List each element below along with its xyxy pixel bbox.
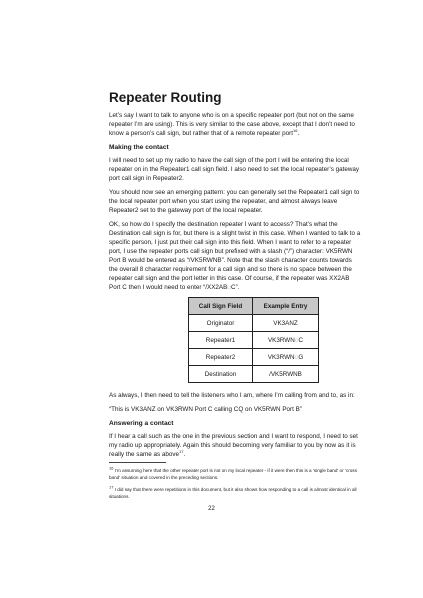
paragraph-1: I will need to set up my radio to have the call sign of the port I will be entering the local repeater on in the Repeater1 call sign field. I also need to set the local repeater’s gateway port call sign in Repeater2. [109, 157, 360, 182]
main-content [109, 90, 361, 464]
table-row [189, 332, 319, 349]
table-header-row [189, 298, 319, 315]
footnote-ref-16[interactable]: 16 [293, 127, 298, 133]
table-cell-field: Destination [189, 366, 253, 383]
answering-text: If I hear a call such as the one in the previous section and I want to respond, I need to set my radio up appropriately. Again this should becoming very familiar to you by now as it is really the same as above [109, 433, 358, 458]
paragraph-2: You should now see an emerging pattern: you can generally set the Repeater1 call sign to the local repeater port when you start using the repeater, and almost always leave Repeater2 set to the gateway port of the local repeater. [109, 189, 360, 214]
call-sign-table [188, 297, 319, 383]
table-row [189, 349, 319, 366]
answering-paragraph [109, 432, 361, 459]
footnote-ref-17[interactable]: 17 [179, 448, 184, 454]
footnote-number: 16 [109, 465, 114, 471]
section-heading-making-contact: Making the contact [109, 144, 169, 151]
paragraph-3: OK, so how do I specify the destination repeater I want to access? That’s what the Destination call sign is for, but there is a slight twist in this case. When I wanted to talk to a specific person, I just put their call sign into this field. When I want to refer to a repeater port, I use the repeater ports call sign but prefixed with a slash (“/”) character: VK5RWN Port B would be entered as “/VK5RWNB”. Note that the slash character counts towards the overall 8 character requirement for a call sign and so there is no space between the repeater call sign and the port letter in this case. Of course, if the repeater was XX2AB Port C then I would need to enter “/XX2AB◌C”. [109, 221, 361, 291]
page-title: Repeater Routing [109, 90, 222, 105]
column-header-example-entry: Example Entry [253, 298, 319, 315]
footnote-text: I’m assuming here that the other repeater port is not on my local repeater - if it were then this is a ‘single band’ or ‘cross band’ situation and covered in the preceding sections. [109, 468, 357, 480]
answering-end: . [183, 451, 186, 458]
column-header-call-sign-field: Call Sign Field [189, 298, 253, 315]
table-cell-entry: /VK5RWNB [253, 366, 319, 383]
footnote-divider [109, 462, 166, 463]
page-number: 22 [208, 506, 215, 512]
table-cell-entry: VK3RWN◌C [253, 332, 319, 349]
quote-paragraph: “This is VK3ANZ on VK3RWN Port C calling CQ on VK5RWN Port B” [109, 406, 302, 413]
intro-paragraph [109, 111, 361, 138]
intro-end: . [297, 130, 300, 137]
section-heading-answering-contact: Answering a contact [109, 420, 174, 427]
table-row [189, 366, 319, 383]
footnote-text: I did say that there were repetitions in this document, but it also shows how responding to a call is almost identical in all situations. [109, 487, 357, 499]
table-cell-entry: VK3ANZ [253, 315, 319, 332]
footnote-number: 17 [109, 484, 114, 490]
paragraph-after-table: As always, I then need to tell the listeners who I am, where I’m calling from and to, as in: [109, 392, 355, 399]
table-cell-entry: VK3RWN◌G [253, 349, 319, 366]
table-cell-field: Repeater2 [189, 349, 253, 366]
table-cell-field: Originator [189, 315, 253, 332]
footnote-17 [109, 486, 361, 500]
intro-text: Let’s say I want to talk to anyone who is on a specific repeater port (but not on the same repeater I’m are using). This is very similar to the case above, except that I don’t need to know a person’s call sign, but rather that of a remote repeater port [109, 112, 355, 137]
table-row [189, 315, 319, 332]
table-cell-field: Repeater1 [189, 332, 253, 349]
footnote-16 [109, 467, 361, 481]
